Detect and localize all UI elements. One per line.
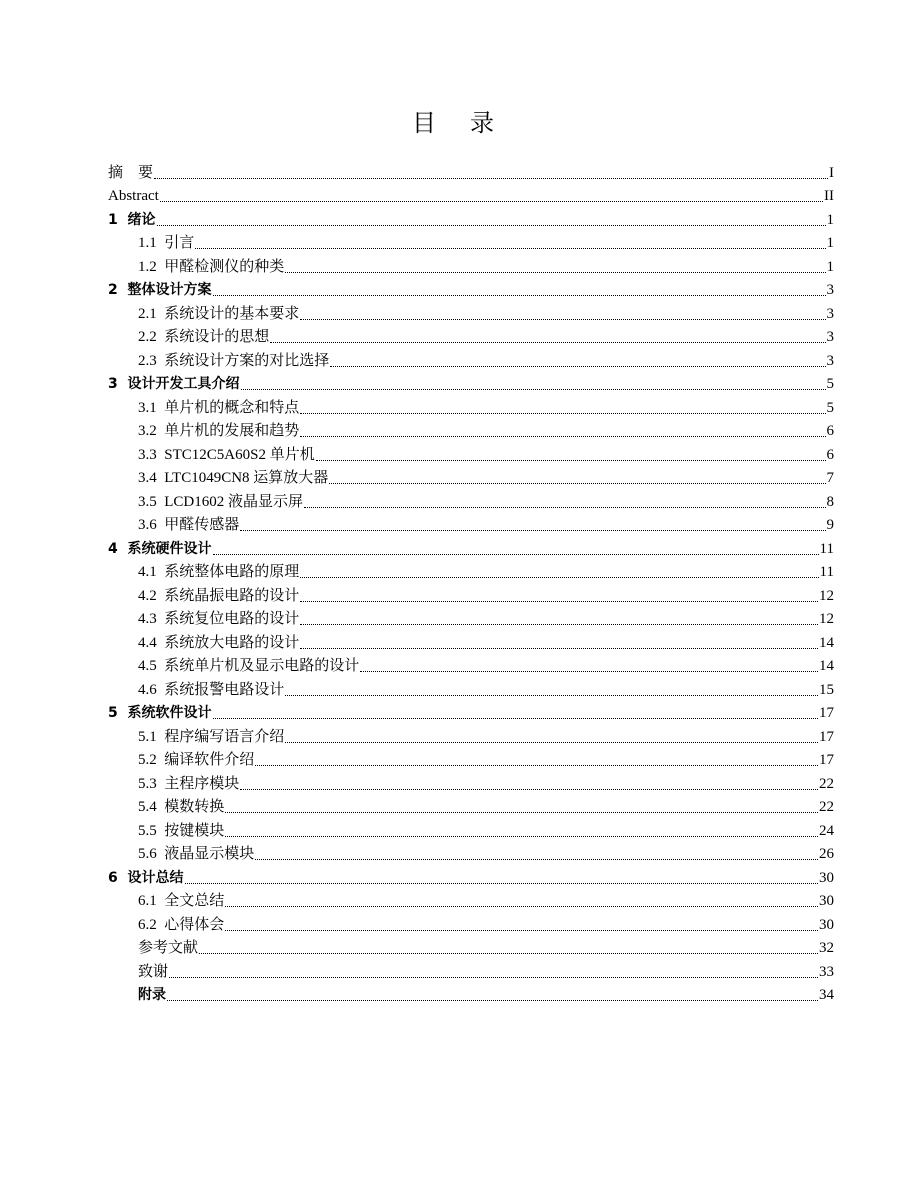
toc-entry-label: 参考文献 xyxy=(138,940,199,956)
toc-entry[interactable] xyxy=(108,934,834,958)
dot-leader xyxy=(160,201,823,202)
toc-entry-gap xyxy=(157,822,165,840)
toc-entry-gap xyxy=(157,892,165,910)
toc-entry[interactable] xyxy=(108,464,834,488)
toc-entry-gap xyxy=(157,305,165,323)
dot-leader xyxy=(225,836,818,837)
dot-leader xyxy=(300,577,818,578)
toc-entry-number: 3 xyxy=(108,376,118,392)
dot-leader xyxy=(255,859,818,860)
toc-entry-page-number: 5 xyxy=(826,376,834,392)
toc-entry-number: 4.5 xyxy=(138,658,157,674)
toc-entry-gap xyxy=(157,446,165,464)
toc-entry[interactable] xyxy=(108,299,834,323)
toc-entry-page-number: 30 xyxy=(819,916,834,933)
toc-entry-number: 4.1 xyxy=(138,564,157,580)
toc-entry-number: 5.3 xyxy=(138,775,157,792)
toc-entry-number: 1.2 xyxy=(138,258,157,275)
toc-entry[interactable] xyxy=(108,229,834,253)
toc-entry-label: 系统放大电路的设计 xyxy=(164,634,300,651)
toc-entry-gap xyxy=(157,587,165,605)
toc-entry-number: 3.3 xyxy=(138,446,157,463)
toc-entry-number: 5.5 xyxy=(138,822,157,839)
toc-entry-number: 3.6 xyxy=(138,517,157,533)
toc-entry[interactable] xyxy=(108,511,834,535)
dot-leader xyxy=(167,1000,818,1001)
toc-entry[interactable] xyxy=(108,675,834,699)
toc-entry-page-number: 24 xyxy=(819,822,834,839)
toc-entry-gap xyxy=(157,916,165,934)
toc-entry-label: 系统整体电路的原理 xyxy=(164,564,300,580)
toc-entry-page-number: 22 xyxy=(819,775,834,792)
toc-entry-label: 系统报警电路设计 xyxy=(164,681,285,698)
toc-entry-page-number: 11 xyxy=(819,564,834,580)
toc-entry-number: 2.1 xyxy=(138,305,157,322)
toc-entry-number: 4.4 xyxy=(138,634,157,651)
toc-entry[interactable] xyxy=(108,370,834,394)
toc-entry-label: 整体设计方案 xyxy=(127,282,212,298)
toc-entry-page-number: 3 xyxy=(826,352,834,369)
toc-entry-label: 系统晶振电路的设计 xyxy=(164,587,300,604)
toc-entry[interactable] xyxy=(108,840,834,864)
dot-leader xyxy=(316,460,826,461)
dot-leader xyxy=(285,742,818,743)
toc-entry[interactable] xyxy=(108,182,834,206)
toc-entry-page-number: 17 xyxy=(819,728,834,745)
dot-leader xyxy=(329,483,825,484)
toc-entry-number: 2 xyxy=(108,282,118,298)
toc-entry-label: 程序编写语言介绍 xyxy=(164,728,285,745)
toc-entry[interactable] xyxy=(108,910,834,934)
toc-entry-label: 甲醛传感器 xyxy=(164,517,240,533)
toc-entry-label: 全文总结 xyxy=(164,893,225,909)
toc-entry[interactable] xyxy=(108,346,834,370)
dot-leader xyxy=(225,906,818,907)
toc-entry-page-number: 12 xyxy=(819,587,834,604)
toc-entry-label: 系统单片机及显示电路的设计 xyxy=(164,658,360,674)
dot-leader xyxy=(240,530,825,531)
toc-entry-gap xyxy=(157,610,165,628)
toc-entry-label: STC12C5A60S2 单片机 xyxy=(164,446,315,463)
toc-entry-page-number: 15 xyxy=(819,681,834,698)
toc-entry[interactable] xyxy=(108,769,834,793)
toc-entry-gap xyxy=(157,657,165,675)
toc-entry-label: 引言 xyxy=(164,235,195,251)
toc-entry-label: 甲醛检测仪的种类 xyxy=(164,258,285,275)
toc-entry-label: 主程序模块 xyxy=(164,775,240,792)
toc-entry-page-number: 11 xyxy=(819,540,834,557)
toc-entry-number: 5.6 xyxy=(138,846,157,862)
toc-entry[interactable] xyxy=(108,699,834,723)
toc-entry-number: 3.1 xyxy=(138,399,157,416)
toc-entry-gap xyxy=(157,681,165,699)
toc-entry-number: 5.1 xyxy=(138,728,157,745)
toc-entry-label: 摘 要 xyxy=(108,164,154,181)
page-title: 目 录 xyxy=(412,111,508,137)
toc-entry[interactable] xyxy=(108,863,834,887)
toc-entry-gap xyxy=(118,869,128,887)
toc-entry[interactable] xyxy=(108,605,834,629)
toc-entry-number: 5 xyxy=(108,705,118,721)
toc-entry-gap xyxy=(157,469,165,487)
toc-entry-number: 3.4 xyxy=(138,470,157,486)
dot-leader xyxy=(154,178,828,179)
dot-leader xyxy=(185,883,819,884)
toc-entry-number: 4.2 xyxy=(138,587,157,604)
dot-leader xyxy=(330,366,825,367)
toc-entry-page-number: 17 xyxy=(819,752,834,768)
toc-entry-number: 6 xyxy=(108,869,118,886)
toc-entry-gap xyxy=(118,704,128,722)
toc-entry[interactable] xyxy=(108,205,834,229)
toc-entry-label: 液晶显示模块 xyxy=(164,846,255,862)
dot-leader xyxy=(169,977,818,978)
toc-entry-gap xyxy=(118,540,128,558)
toc-entry[interactable] xyxy=(108,252,834,276)
toc-entry[interactable] xyxy=(108,981,834,1005)
dot-leader xyxy=(304,507,825,508)
toc-entry-number: 4 xyxy=(108,540,118,557)
toc-entry[interactable] xyxy=(108,652,834,676)
dot-leader xyxy=(241,389,826,390)
toc-entry-page-number: 30 xyxy=(819,869,834,886)
toc-entry-label: 系统复位电路的设计 xyxy=(164,611,300,627)
toc-entry-number: 1.1 xyxy=(138,235,157,251)
dot-leader xyxy=(225,812,818,813)
dot-leader xyxy=(213,718,819,719)
dot-leader xyxy=(300,319,825,320)
toc-entry-gap xyxy=(157,328,165,346)
toc-entry-page-number: 1 xyxy=(826,211,834,228)
toc-entry-gap xyxy=(157,258,165,276)
toc-entry-gap xyxy=(157,516,165,534)
toc-entry-page-number: 14 xyxy=(819,634,834,651)
toc-entry-page-number: 1 xyxy=(826,258,834,275)
toc-entry-label: LTC1049CN8 运算放大器 xyxy=(164,470,329,486)
dot-leader xyxy=(360,671,818,672)
toc-entry-gap xyxy=(157,563,165,581)
toc-entry-gap xyxy=(157,775,165,793)
toc-entry-label: 系统设计的基本要求 xyxy=(164,305,300,322)
toc-entry-number: 6.1 xyxy=(138,893,157,909)
toc-entry-number: 4.6 xyxy=(138,681,157,698)
toc-entry-label: 系统设计的思想 xyxy=(164,329,270,345)
dot-leader xyxy=(195,248,825,249)
toc-entry-page-number: 3 xyxy=(826,305,834,322)
toc-entry-gap xyxy=(157,634,165,652)
toc-entry-number: 2.2 xyxy=(138,329,157,345)
toc-entry-number: 4.3 xyxy=(138,611,157,627)
toc-entry-label: 设计开发工具介绍 xyxy=(127,376,240,392)
table-of-contents xyxy=(108,158,834,1004)
toc-entry-number: 3.2 xyxy=(138,423,157,439)
toc-entry-gap xyxy=(157,845,165,863)
toc-entry[interactable] xyxy=(108,323,834,347)
dot-leader xyxy=(199,953,818,954)
toc-entry-label: 设计总结 xyxy=(127,869,184,886)
toc-entry-gap xyxy=(157,352,165,370)
toc-entry-page-number: 5 xyxy=(826,399,834,416)
toc-entry[interactable] xyxy=(108,440,834,464)
toc-entry-page-number: 3 xyxy=(826,282,834,298)
toc-entry-page-number: 22 xyxy=(819,799,834,815)
toc-entry-label: 单片机的发展和趋势 xyxy=(164,423,300,439)
dot-leader xyxy=(285,695,818,696)
toc-entry-gap xyxy=(157,234,165,252)
dot-leader xyxy=(213,295,826,296)
toc-entry-page-number: 26 xyxy=(819,846,834,862)
toc-entry-page-number: 3 xyxy=(826,329,834,345)
toc-entry-page-number: 33 xyxy=(819,963,834,980)
toc-entry-page-number: 17 xyxy=(819,705,834,721)
dot-leader xyxy=(270,342,825,343)
toc-entry[interactable] xyxy=(108,558,834,582)
toc-entry-gap xyxy=(157,399,165,417)
toc-entry-page-number: I xyxy=(829,164,834,181)
toc-entry-page-number: 30 xyxy=(819,893,834,909)
toc-entry-label: LCD1602 液晶显示屏 xyxy=(164,493,304,510)
toc-entry-page-number: 34 xyxy=(819,987,834,1003)
dot-leader xyxy=(300,436,825,437)
toc-entry[interactable] xyxy=(108,534,834,558)
toc-entry-label: 模数转换 xyxy=(164,799,225,815)
toc-entry-page-number: 7 xyxy=(826,470,834,486)
toc-entry[interactable] xyxy=(108,417,834,441)
dot-leader xyxy=(213,554,819,555)
toc-entry-gap xyxy=(157,798,165,816)
dot-leader xyxy=(300,413,825,414)
toc-entry[interactable] xyxy=(108,887,834,911)
toc-entry[interactable] xyxy=(108,487,834,511)
dot-leader xyxy=(240,789,818,790)
toc-entry[interactable] xyxy=(108,581,834,605)
toc-entry-label: 编译软件介绍 xyxy=(164,752,255,768)
toc-entry-label: 按键模块 xyxy=(164,822,225,839)
toc-entry-page-number: II xyxy=(824,188,834,204)
toc-entry-number: 5.2 xyxy=(138,752,157,768)
toc-entry-gap xyxy=(157,422,165,440)
toc-entry-page-number: 6 xyxy=(826,423,834,439)
toc-entry-label: 心得体会 xyxy=(164,916,225,933)
dot-leader xyxy=(225,930,818,931)
toc-entry-label: 附录 xyxy=(138,987,166,1003)
toc-entry[interactable] xyxy=(108,816,834,840)
toc-entry-number: 6.2 xyxy=(138,916,157,933)
toc-entry-page-number: 14 xyxy=(819,658,834,674)
dot-leader xyxy=(300,601,818,602)
toc-entry-label: 系统硬件设计 xyxy=(127,540,212,557)
toc-entry-gap xyxy=(157,493,165,511)
dot-leader xyxy=(157,225,826,226)
toc-entry[interactable] xyxy=(108,746,834,770)
dot-leader xyxy=(300,648,818,649)
toc-entry-label: 致谢 xyxy=(138,963,169,980)
toc-entry[interactable] xyxy=(108,793,834,817)
toc-entry-label: 绪论 xyxy=(127,211,156,228)
toc-entry-label: 系统设计方案的对比选择 xyxy=(164,352,330,369)
toc-entry[interactable] xyxy=(108,276,834,300)
toc-entry[interactable] xyxy=(108,722,834,746)
toc-entry-label: Abstract xyxy=(108,188,159,204)
toc-entry-gap xyxy=(157,751,165,769)
toc-entry[interactable] xyxy=(108,393,834,417)
toc-entry[interactable] xyxy=(108,158,834,182)
toc-entry-gap xyxy=(157,728,165,746)
toc-entry-gap xyxy=(118,211,128,229)
toc-entry-page-number: 9 xyxy=(826,517,834,533)
dot-leader xyxy=(285,272,825,273)
toc-entry-page-number: 32 xyxy=(819,940,834,956)
toc-entry-gap xyxy=(118,281,128,299)
toc-entry-label: 系统软件设计 xyxy=(127,705,212,721)
toc-entry[interactable] xyxy=(108,628,834,652)
toc-entry[interactable] xyxy=(108,957,834,981)
dot-leader xyxy=(300,624,818,625)
toc-entry-gap xyxy=(118,375,128,393)
toc-entry-number: 2.3 xyxy=(138,352,157,369)
toc-entry-number: 3.5 xyxy=(138,493,157,510)
toc-entry-page-number: 8 xyxy=(826,493,834,510)
dot-leader xyxy=(255,765,818,766)
toc-entry-page-number: 1 xyxy=(826,235,834,251)
toc-entry-page-number: 12 xyxy=(819,611,834,627)
toc-entry-number: 1 xyxy=(108,211,118,228)
toc-entry-label: 单片机的概念和特点 xyxy=(164,399,300,416)
toc-entry-number: 5.4 xyxy=(138,799,157,815)
toc-entry-page-number: 6 xyxy=(826,446,834,463)
